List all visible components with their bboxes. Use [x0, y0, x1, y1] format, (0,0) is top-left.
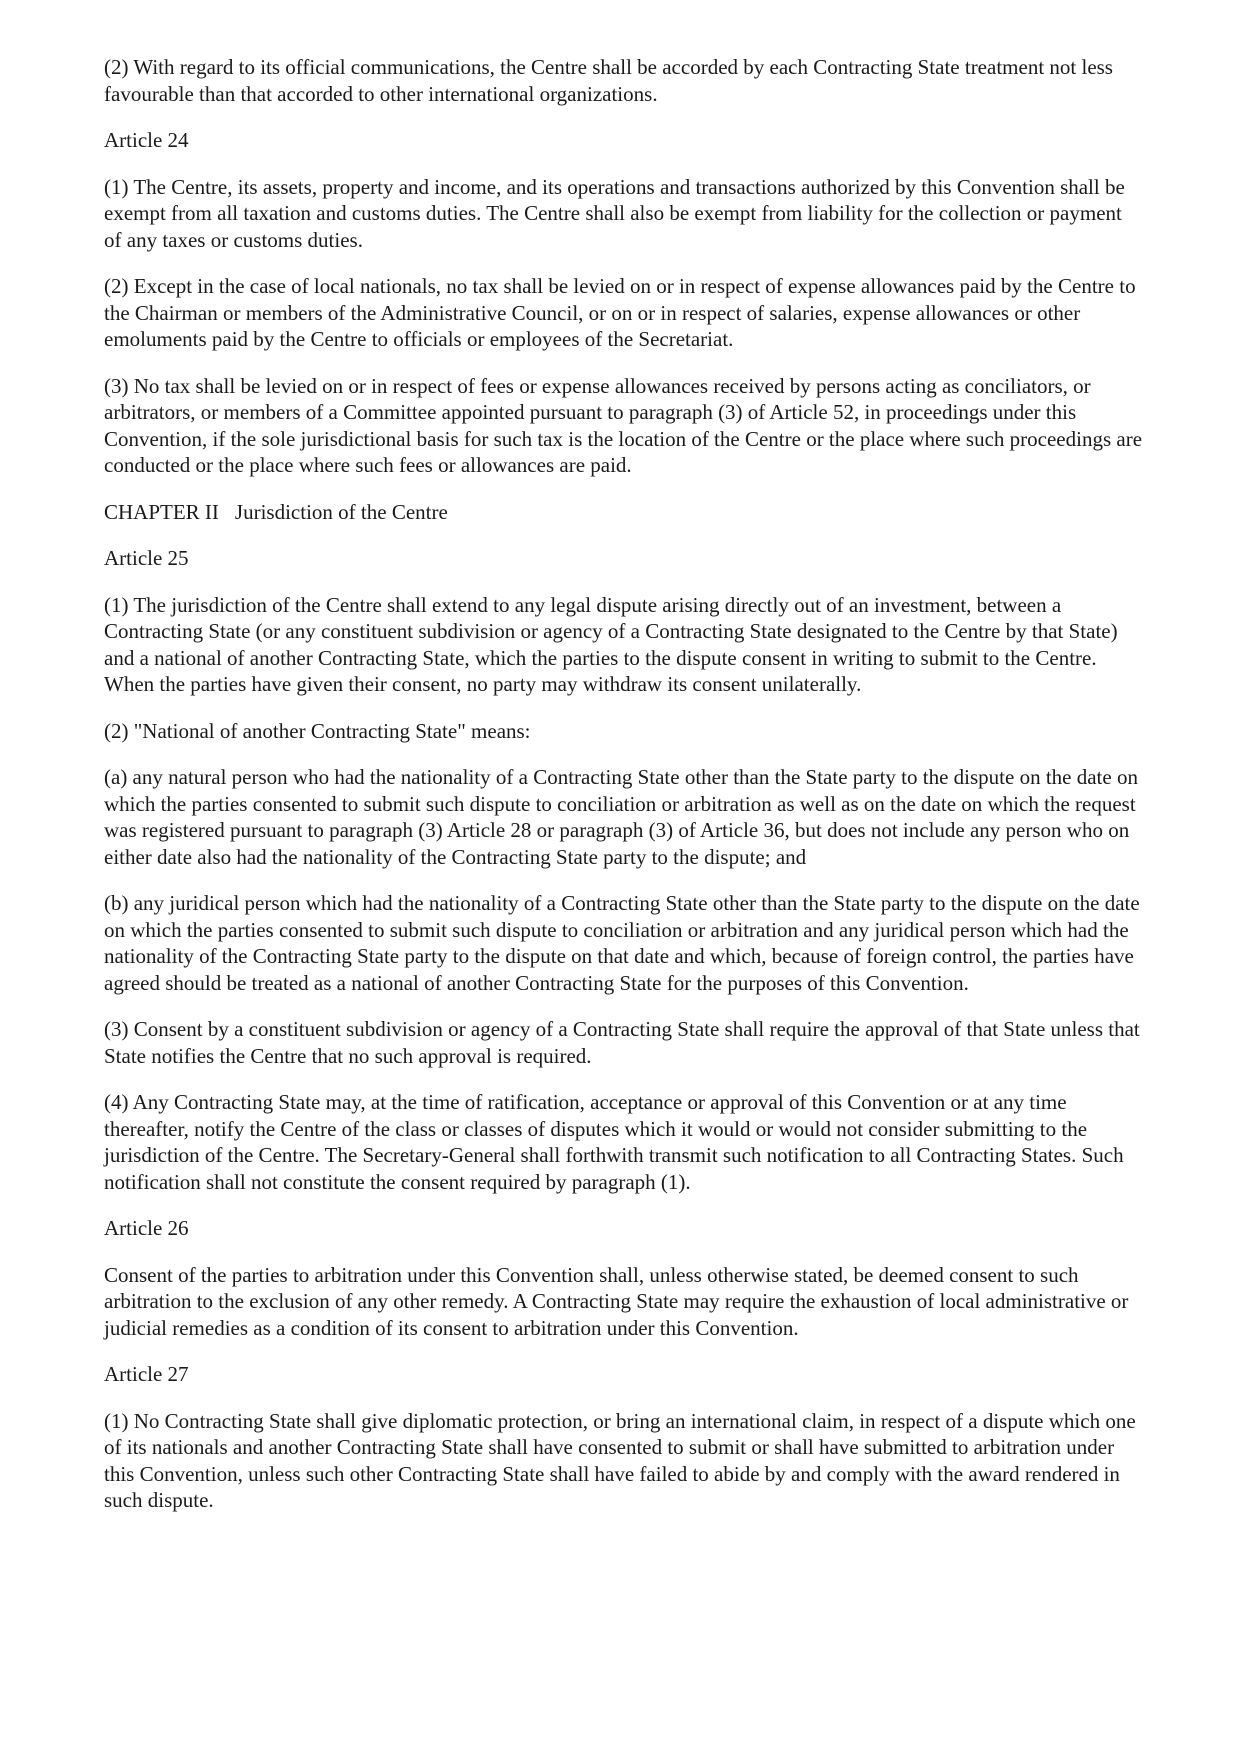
paragraph-art24-3: (3) No tax shall be levied on or in respect of fees or expense allowances received by persons acting as conciliators, or arbitrators, or members of a Committee appointed pursuant to paragraph (3) of Article 52, in proceedings under this Convention, if the sole jurisdictional basis for such tax is the location of the Centre or the place where such proceedings are conducted or the place where such fees or allowances are paid. [104, 373, 1143, 477]
article-26-heading: Article 26 [104, 1216, 189, 1240]
article-24-heading: Article 24 [104, 128, 189, 152]
paragraph-art25-3: (3) Consent by a constituent subdivision or agency of a Contracting State shall require the approval of that State unless that State notifies the Centre that no such approval is required. [104, 1017, 1140, 1068]
paragraph-art25-2a: (a) any natural person who had the nationality of a Contracting State other than the State party to the dispute on the date on which the parties consented to submit such dispute to conciliation or arbitration as well as on the date on which the request was registered pursuant to paragraph (3) Article 28 or paragraph (3) of Article 36, but does not include any person who on either date also had the nationality of the Contracting State party to the dispute; and [104, 765, 1138, 869]
paragraph-art23-2: (2) With regard to its official communications, the Centre shall be accorded by each Contracting State treatment not less favourable than that accorded to other international organizations. [104, 55, 1113, 106]
article-25-heading: Article 25 [104, 546, 189, 570]
paragraph-art24-2: (2) Except in the case of local nationals, no tax shall be levied on or in respect of expense allowances paid by the Centre to the Chairman or members of the Administrative Council, or on or in respect of salaries, expense allowances or other emoluments paid by the Centre to officials or employees of the Secretariat. [104, 274, 1136, 351]
article-27-heading: Article 27 [104, 1362, 189, 1386]
chapter-label: CHAPTER II [104, 499, 219, 524]
paragraph-art25-2b: (b) any juridical person which had the nationality of a Contracting State other than the State party to the dispute on the date on which the parties consented to submit such dispute to conciliation or arbitration and any juridical person which had the nationality of the Contracting State party to the dispute on that date and which, because of foreign control, the parties have agreed should be treated as a national of another Contracting State for the purposes of this Convention. [104, 891, 1140, 995]
paragraph-art25-4: (4) Any Contracting State may, at the time of ratification, acceptance or approval of this Convention or at any time thereafter, notify the Centre of the class or classes of disputes which it would or would not consider submitting to the jurisdiction of the Centre. The Secretary-General shall forthwith transmit such notification to all Contracting States. Such notification shall not constitute the consent required by paragraph (1). [104, 1090, 1124, 1194]
paragraph-art25-1: (1) The jurisdiction of the Centre shall extend to any legal dispute arising directly out of an investment, between a Contracting State (or any constituent subdivision or agency of a Contracting State designated to the Centre by that State) and a national of another Contracting State, which the parties to the dispute consent in writing to submit to the Centre. When the parties have given their consent, no party may withdraw its consent unilaterally. [104, 592, 1118, 696]
document-body [104, 54, 1144, 1534]
paragraph-art27-1: (1) No Contracting State shall give diplomatic protection, or bring an international claim, in respect of a dispute which one of its nationals and another Contracting State shall have consented to submit or shall have submitted to arbitration under this Convention, unless such other Contracting State shall have failed to abide by and comply with the award rendered in such dispute. [104, 1408, 1136, 1512]
paragraph-art24-1: (1) The Centre, its assets, property and income, and its operations and transactions authorized by this Convention shall be exempt from all taxation and customs duties. The Centre shall also be exempt from liability for the collection or payment of any taxes or customs duties. [104, 174, 1125, 252]
paragraph-art26: Consent of the parties to arbitration under this Convention shall, unless otherwise stated, be deemed consent to such arbitration to the exclusion of any other remedy. A Contracting State may require the exhaustion of local administrative or judicial remedies as a condition of its consent to arbitration under this Convention. [104, 1262, 1129, 1340]
chapter-heading [104, 499, 1144, 526]
paragraph-art25-2: (2) "National of another Contracting State" means: [104, 718, 531, 743]
chapter-title: Jurisdiction of the Centre [234, 499, 448, 524]
